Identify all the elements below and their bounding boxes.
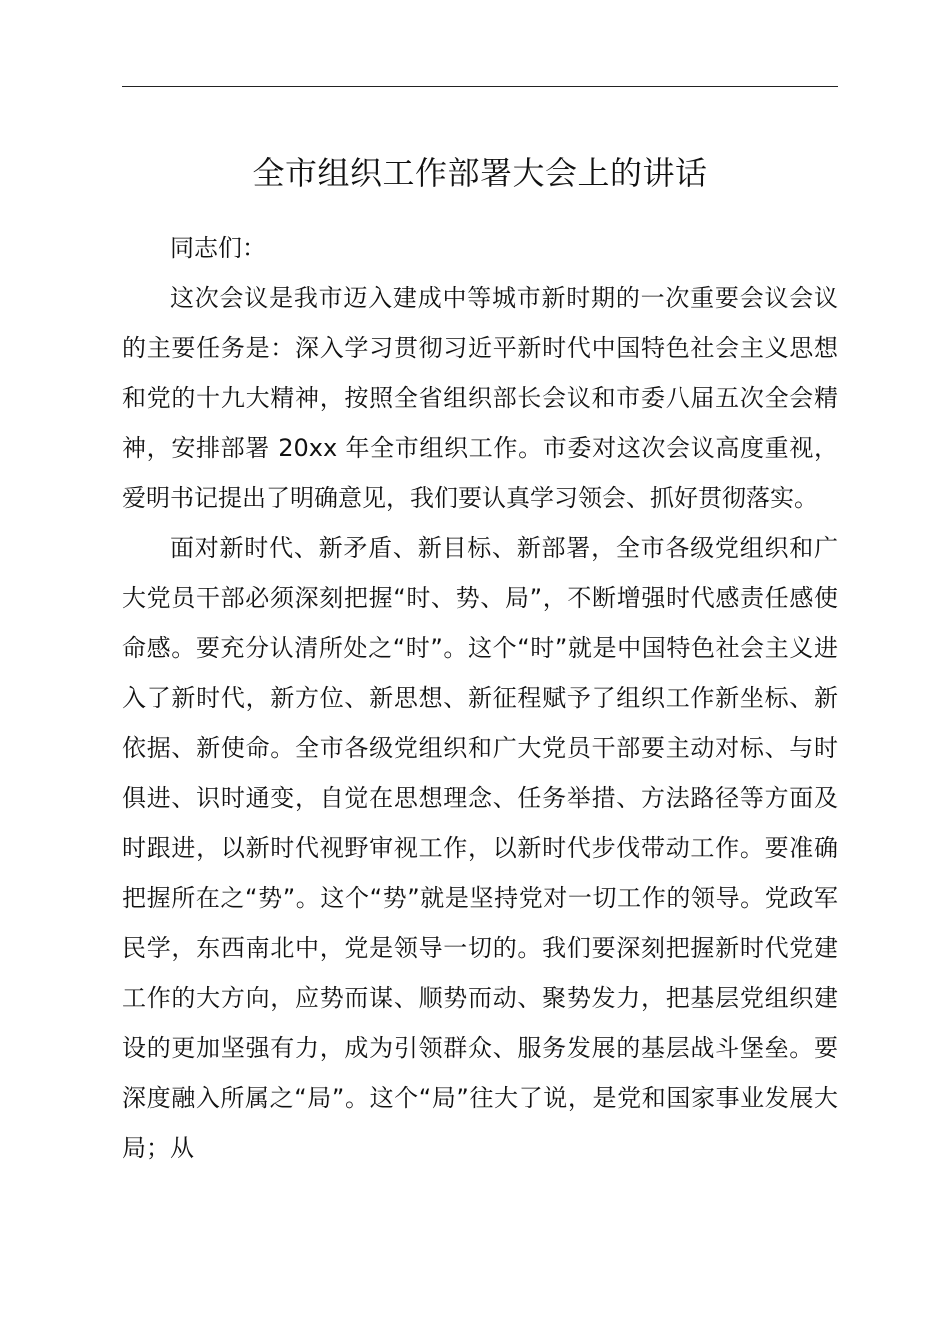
document-title: 全市组织工作部署大会上的讲话 (252, 154, 708, 192)
document-body (122, 223, 838, 1173)
header-rule (122, 86, 838, 87)
greeting: 同志们： (170, 234, 266, 262)
paragraph-2: 面对新时代、新矛盾、新目标、新部署，全市各级党组织和广大党员干部必须深刻把握“时、势、局”，不断增强时代感责任感使命感。要充分认清所处之“时”。这个“时”就是中国特色社会主义进入了新时代，新方位、新思想、新征程赋予了组织工作新坐标、新依据、新使命。全市各级党组织和广大党员干部要主动对标、与时俱进、识时通变，自觉在思想理念、任务举措、方法路径等方面及时跟进，以新时代视野审视工作，以新时代步伐带动工作。要准确把握所在之“势”。这个“势”就是坚持党对一切工作的领导。党政军民学，东西南北中，党是领导一切的。我们要深刻把握新时代党建工作的大方向，应势而谋、顺势而动、聚势发力，把基层党组织建设的更加坚强有力，成为引领群众、服务发展的基层战斗堡垒。要深度融入所属之“局”。这个“局”往大了说，是党和国家事业发展大局；从 (122, 534, 838, 1162)
paragraph-1: 这次会议是我市迈入建成中等城市新时期的一次重要会议会议的主要任务是：深入学习贯彻习近平新时代中国特色社会主义思想和党的十九大精神，按照全省组织部长会议和市委八届五次全会精神，安排部署 20xx 年全市组织工作。市委对这次会议高度重视，爱明书记提出了明确意见，我们要认真学习领会、抓好贯彻落实。 (122, 284, 838, 512)
